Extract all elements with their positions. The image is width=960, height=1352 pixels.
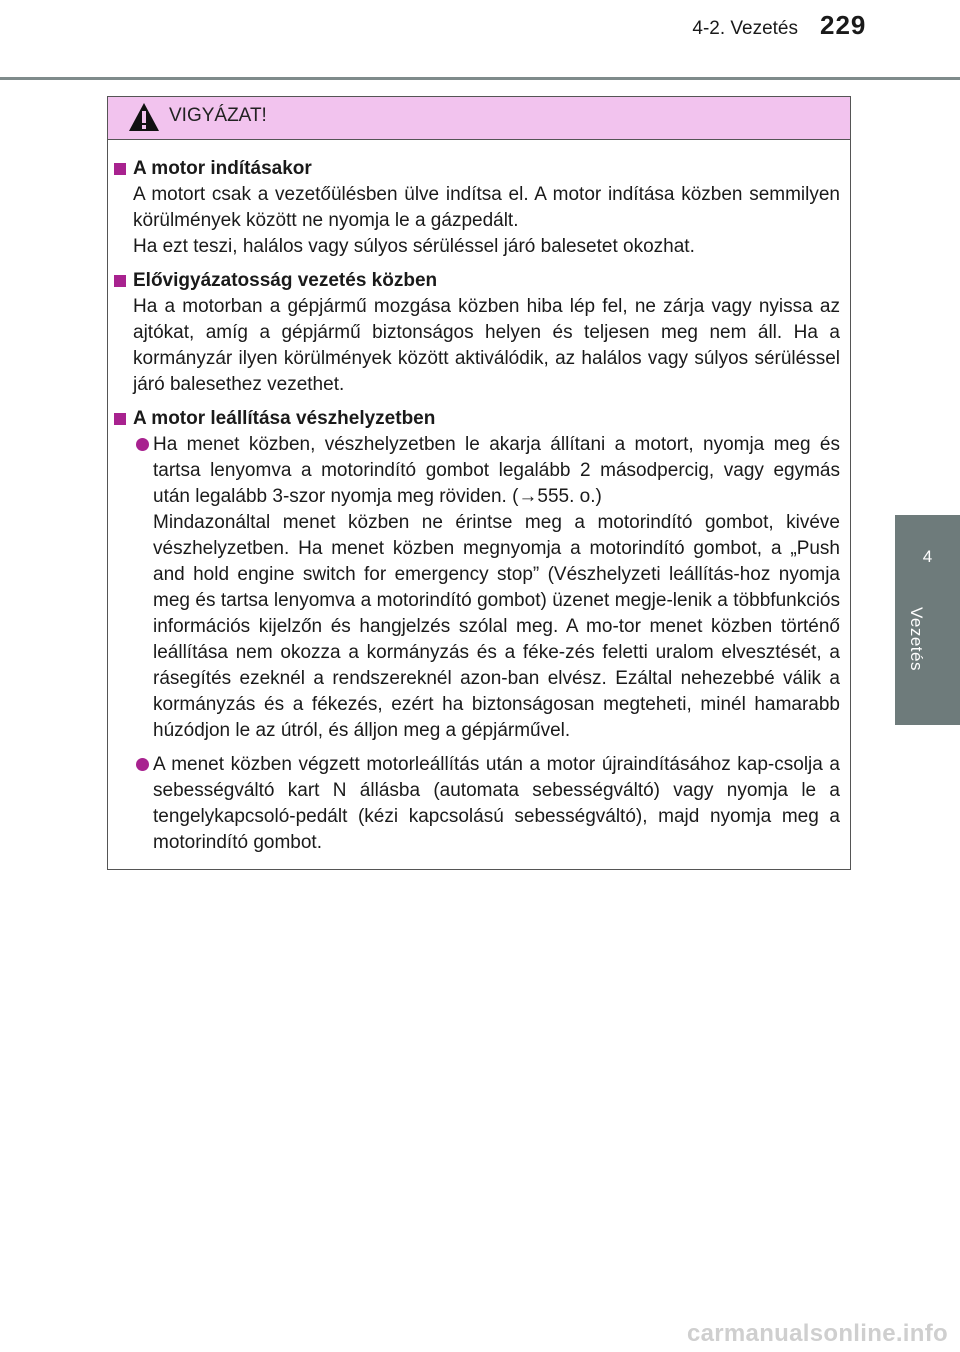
list-item: Ha menet közben, vészhelyzetben le akarja állítani a motort, nyomja meg és tartsa lenyomva a motorindító gombot legalább 2 másodpercig, vagy egymás után legalább 3-szor nyomja meg röviden. (→555. o.) Mindazonáltal menet közben ne érintse meg a motorindító gombot, kivéve vészhelyzetben. Ha menet közben megnyomja a motorindító gombot, a „Push and hold engine switch for emergency stop” (Vészhelyzeti leállítás-hoz nyomja meg és tartsa lenyomva a motorindító gombot) üzenet megje-lenik a többfunkciós információs kijelzőn és hangjelzés szólal meg. A mo-tor menet közben történő leállítása nem okozza a kormányzás és a féke-zés feletti uralom elvesztését, a rásegítés ezeknél a rendszereknél azon-ban elvész. Ezáltal nehezebbé válik a kormányzás és a fékezés, ezért ha biztonságosan megteheti, minél hamarabb húzódjon le az útról, és álljon meg a gépjárművel. — [133, 432, 840, 744]
square-bullet-icon — [114, 413, 126, 425]
warning-body — [108, 140, 850, 856]
list-item: A menet közben végzett motorleállítás után a motor újraindításához kap-csolja a sebességváltó kart N állásba (automata sebességváltó) vagy nyomja le a tengelykapcsoló-pedált (kézi kapcsolású sebességváltó), majd nyomja meg a motorindító gombot. — [133, 752, 840, 856]
square-bullet-icon — [114, 163, 126, 175]
circle-bullet-icon — [136, 438, 149, 451]
square-bullet-icon — [114, 275, 126, 287]
warning-box — [107, 96, 851, 870]
watermark: carmanualsonline.info — [686, 1320, 948, 1347]
warning-triangle-icon — [128, 102, 160, 132]
chapter-label: Vezetés — [907, 607, 926, 671]
section-heading: A motor leállítása vészhelyzetben — [112, 406, 840, 432]
header-divider — [0, 77, 960, 80]
warning-title: VIGYÁZAT! — [169, 105, 267, 126]
paragraph: Ha a motorban a gépjármű mozgása közben hiba lép fel, ne zárja vagy nyissa az ajtókat, amíg a gépjármű biztonságos helyen és teljesen meg nem áll. Ha a kormányzár ilyen körülmények között aktiválódik, az halálos vagy súlyos sérüléssel járó balesethez vezethet. — [133, 296, 840, 395]
warning-header — [108, 97, 850, 140]
circle-bullet-icon — [136, 758, 149, 771]
paragraph: A motort csak a vezetőülésben ülve indítsa el. A motor indítása közben semmilyen körülmények között ne nyomja le a gázpedált. Ha ezt teszi, halálos vagy súlyos sérüléssel járó balesetet okozhat. — [133, 184, 840, 257]
page-number: 229 — [820, 10, 867, 40]
section-heading: Elővigyázatosság vezetés közben — [112, 268, 840, 294]
section-heading: A motor indításakor — [112, 156, 840, 182]
section-title: 4-2. Vezetés — [692, 18, 798, 39]
chapter-tab — [895, 515, 960, 725]
chapter-number: 4 — [922, 547, 933, 566]
